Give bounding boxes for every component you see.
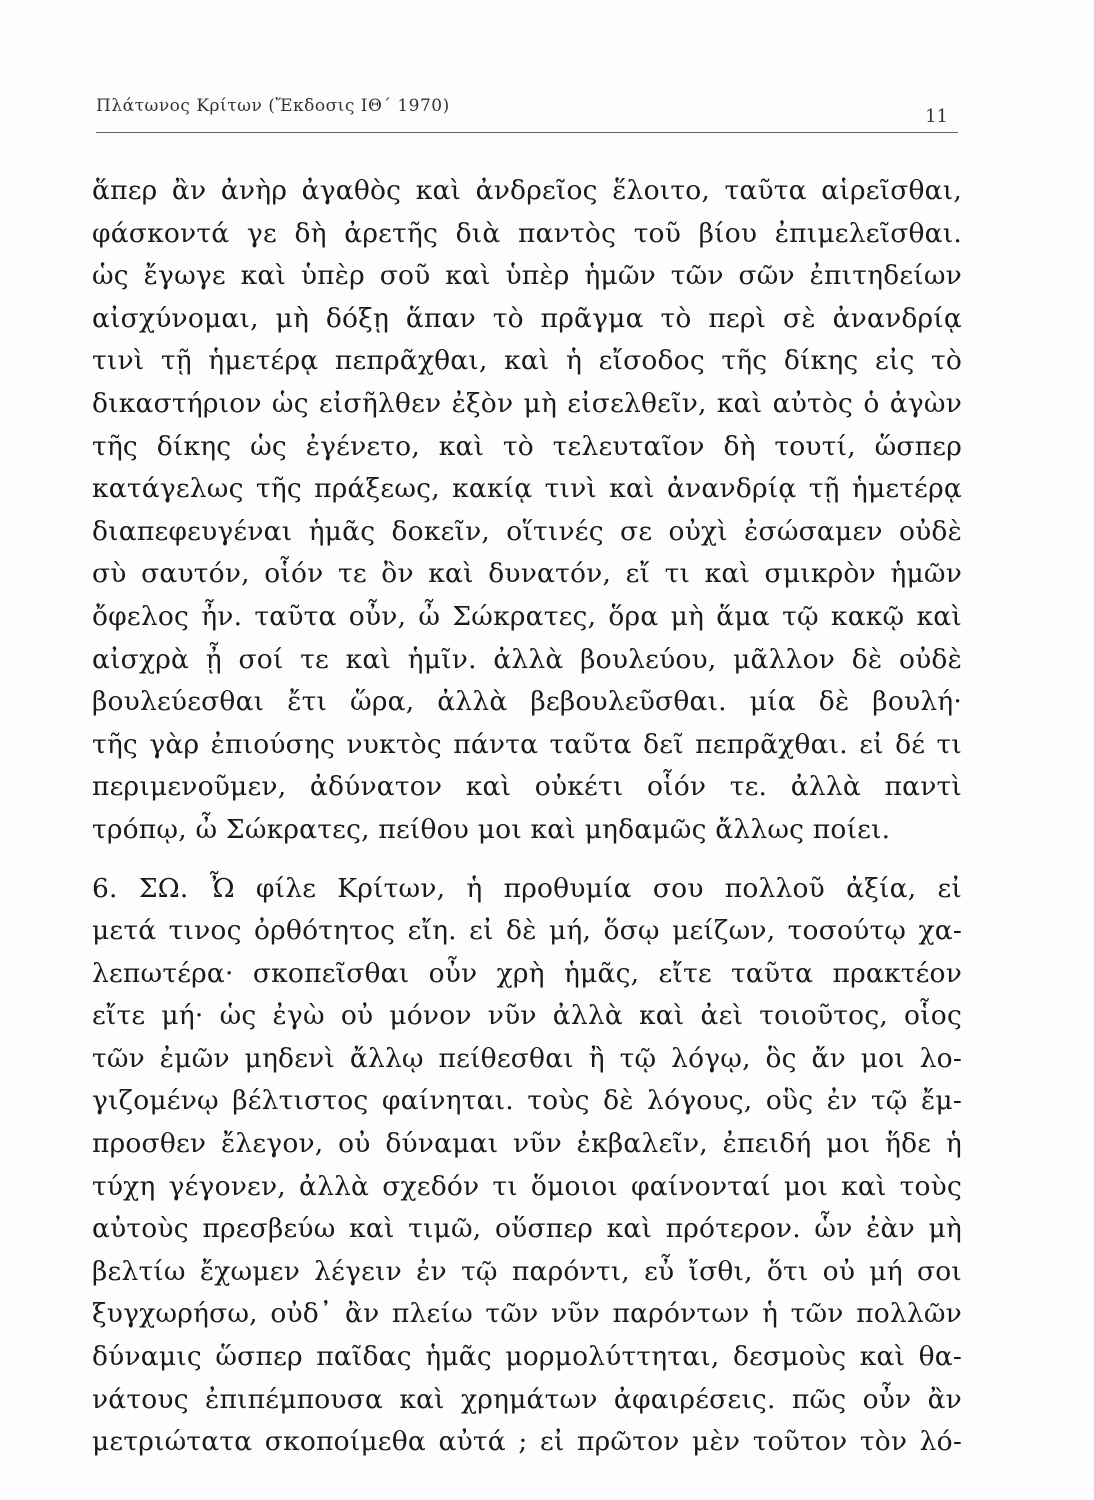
text-line: περιμενοῦμεν, ἀδύνατον καὶ οὐκέτι οἷόν τε. ἀλλὰ παντὶ: [92, 771, 962, 803]
text-line: τῆς γὰρ ἐπιούσης νυκτὸς πάντα ταῦτα δεῖ πεπρᾶχθαι. εἰ δέ τι: [92, 728, 962, 760]
text-line: προσθεν ἔλεγον, οὐ δύναμαι νῦν ἐκβαλεῖν, ἐπειδή μοι ἥδε ἡ: [92, 1128, 962, 1160]
text-line: 6. ΣΩ. Ὦ φίλε Κρίτων, ἡ προθυμία σου πολλοῦ ἀξία, εἰ: [92, 872, 962, 904]
header-title: Πλάτωνος Κρίτων (Ἔκδοσις ΙΘ΄ 1970): [96, 96, 450, 116]
text-line: βουλεύεσθαι ἔτι ὥρα, ἀλλὰ βεβουλεῦσθαι. μία δὲ βουλή·: [92, 686, 962, 718]
text-line: λεπωτέρα· σκοπεῖσθαι οὖν χρὴ ἡμᾶς, εἴτε ταῦτα πρακτέον: [92, 957, 962, 989]
text-line: κατάγελως τῆς πράξεως, κακίᾳ τινὶ καὶ ἀνανδρίᾳ τῇ ἡμετέρᾳ: [92, 473, 962, 505]
text-line: δικαστήριον ὡς εἰσῆλθεν ἐξὸν μὴ εἰσελθεῖν, καὶ αὐτὸς ὁ ἀγὼν: [92, 387, 962, 419]
text-line: δύναμις ὥσπερ παῖδας ἡμᾶς μορμολύττηται, δεσμοὺς καὶ θα-: [92, 1341, 962, 1373]
text-line: μετριώτατα σκοποίμεθα αὐτά ; εἰ πρῶτον μὲν τοῦτον τὸν λό-: [92, 1426, 962, 1458]
text-line: εἴτε μή· ὡς ἐγὼ οὐ μόνον νῦν ἀλλὰ καὶ ἀεὶ τοιοῦτος, οἷος: [92, 1000, 962, 1032]
text-line: τῶν ἐμῶν μηδενὶ ἄλλῳ πείθεσθαι ἢ τῷ λόγῳ, ὃς ἄν μοι λο-: [92, 1042, 962, 1074]
text-line: ἅπερ ἂν ἀνὴρ ἀγαθὸς καὶ ἀνδρεῖος ἕλοιτο, ταῦτα αἱρεῖσθαι,: [92, 175, 962, 206]
text-line: αἰσχρὰ ᾖ σοί τε καὶ ἡμῖν. ἀλλὰ βουλεύου, μᾶλλον δὲ οὐδὲ: [92, 643, 962, 675]
paragraph-1: [92, 170, 962, 852]
running-header: [96, 96, 958, 133]
text-line: τρόπῳ, ὦ Σώκρατες, πείθου μοι καὶ μηδαμῶς ἄλλως ποίει.: [92, 813, 891, 845]
text-line: τύχη γέγονεν, ἀλλὰ σχεδόν τι ὅμοιοι φαίνονταί μοι καὶ τοὺς: [92, 1170, 962, 1202]
text-line: διαπεφευγέναι ἡμᾶς δοκεῖν, οἵτινές σε οὐχὶ ἐσώσαμεν οὐδὲ: [92, 515, 962, 547]
text-line: αὐτοὺς πρεσβεύω καὶ τιμῶ, οὕσπερ καὶ πρότερον. ὧν ἐὰν μὴ: [92, 1213, 962, 1245]
text-line: ξυγχωρήσω, οὐδ᾽ ἂν πλείω τῶν νῦν παρόντων ἡ τῶν πολλῶν: [92, 1298, 962, 1330]
text-line: φάσκοντά γε δὴ ἀρετῆς διὰ παντὸς τοῦ βίου ἐπιμελεῖσθαι.: [92, 217, 962, 249]
text-line: μετά τινος ὀρθότητος εἴη. εἰ δὲ μή, ὅσῳ μείζων, τοσούτῳ χα-: [92, 915, 962, 947]
text-line: γιζομένῳ βέλτιστος φαίνηται. τοὺς δὲ λόγους, οὓς ἐν τῷ ἔμ-: [92, 1085, 962, 1117]
text-line: σὺ σαυτόν, οἷόν τε ὂν καὶ δυνατόν, εἴ τι καὶ σμικρὸν ἡμῶν: [92, 558, 962, 590]
text-line: βελτίω ἔχωμεν λέγειν ἐν τῷ παρόντι, εὖ ἴσθι, ὅτι οὐ μή σοι: [92, 1255, 962, 1287]
text-line: ὄφελος ἦν. ταῦτα οὖν, ὦ Σώκρατες, ὅρα μὴ ἅμα τῷ κακῷ καὶ: [92, 600, 962, 632]
paragraph-gap: [92, 852, 962, 868]
text-line: αἰσχύνομαι, μὴ δόξῃ ἅπαν τὸ πρᾶγμα τὸ περὶ σὲ ἀνανδρίᾳ: [92, 302, 962, 334]
text-line: τινὶ τῇ ἡμετέρᾳ πεπρᾶχθαι, καὶ ἡ εἴσοδος τῆς δίκης εἰς τὸ: [92, 345, 962, 377]
body-text: [92, 170, 962, 1464]
text-line: νάτους ἐπιπέμπουσα καὶ χρημάτων ἀφαιρέσεις. πῶς οὖν ἂν: [92, 1383, 962, 1415]
text-line: ὡς ἔγωγε καὶ ὑπὲρ σοῦ καὶ ὑπὲρ ἡμῶν τῶν σῶν ἐπιτηδείων: [92, 260, 962, 292]
text-line: τῆς δίκης ὡς ἐγένετο, καὶ τὸ τελευταῖον δὴ τουτί, ὥσπερ: [92, 430, 962, 462]
paragraph-2: [92, 868, 962, 1464]
page-number: 11: [925, 106, 948, 127]
